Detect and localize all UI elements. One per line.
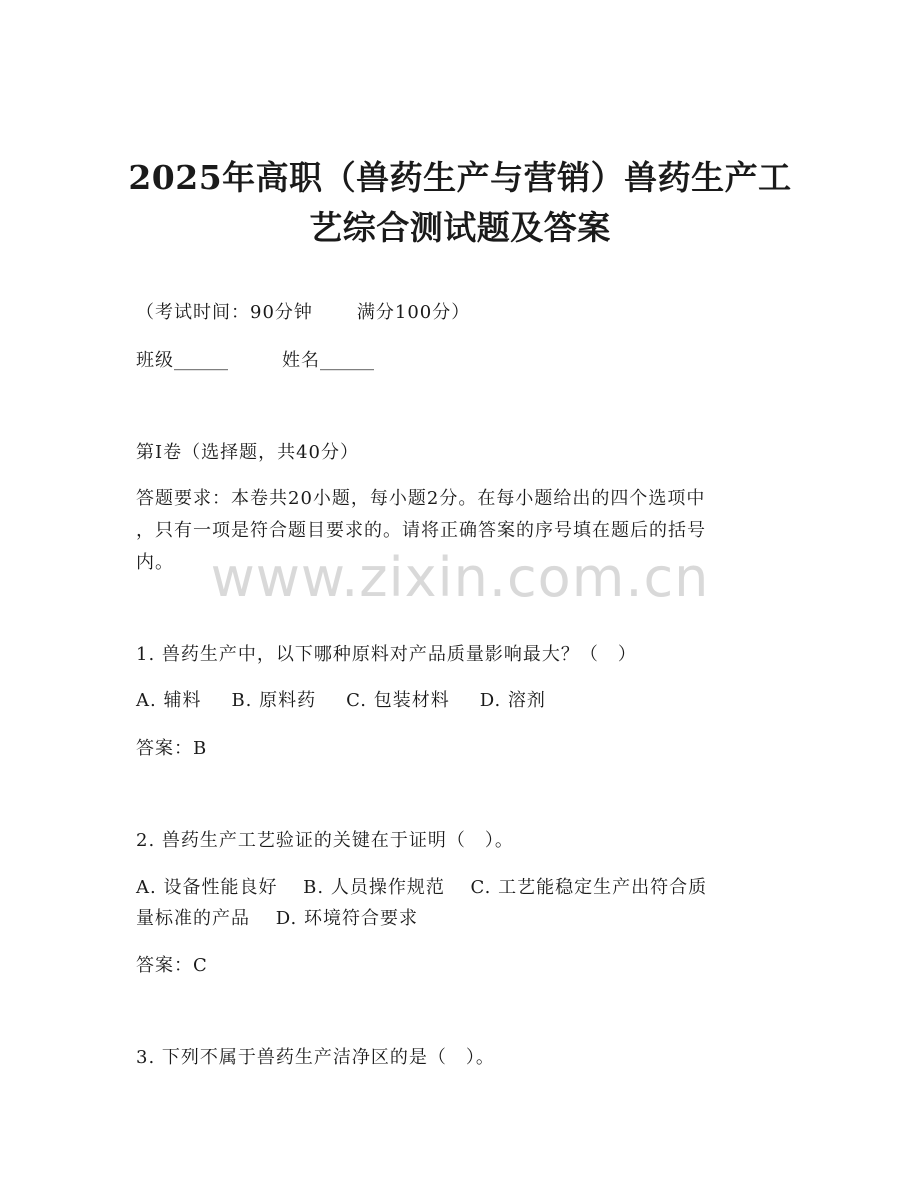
instruction-line2: ，只有一项是符合题目要求的。请将正确答案的序号填在题后的括号 — [136, 520, 706, 541]
question-1-options — [136, 686, 546, 716]
question-3-stem: 3. 下列不属于兽药生产洁净区的是（ ）。 — [136, 1047, 495, 1068]
name-blank: ______ — [320, 350, 374, 371]
option-a: A. 辅料 — [136, 690, 202, 711]
question-2-answer: 答案：C — [136, 955, 208, 976]
option-c: C. 包装材料 — [346, 690, 450, 711]
name-label: 姓名 — [282, 350, 320, 371]
instruction-line1: 答题要求：本卷共20小题，每小题2分。在每小题给出的四个选项中 — [136, 488, 706, 509]
question-2-stem: 2. 兽药生产工艺验证的关键在于证明（ ）。 — [136, 830, 514, 851]
class-name-fields — [136, 346, 374, 376]
watermark: www.zixin.com.cn — [210, 546, 710, 609]
question-1-stem: 1. 兽药生产中，以下哪种原料对产品质量影响最大？（ ） — [136, 644, 637, 665]
class-label: 班级 — [136, 350, 174, 371]
section-title: 第I卷（选择题，共40分） — [136, 442, 360, 463]
exam-info — [136, 298, 470, 328]
exam-time: （考试时间：90分钟 — [136, 302, 313, 323]
question-2-options-line1: A. 设备性能良好 B. 人员操作规范 C. 工艺能稳定生产出符合质 — [136, 877, 708, 898]
question-2-options-line2: 量标准的产品 D. 环境符合要求 — [136, 908, 418, 929]
instruction-line3: 内。 — [136, 552, 174, 573]
class-blank: ______ — [174, 350, 228, 371]
option-b: B. 原料药 — [231, 690, 317, 711]
question-1-answer: 答案：B — [136, 738, 208, 759]
document-title-line1: 2025年高职（兽药生产与营销）兽药生产工 — [128, 158, 792, 197]
document-title-line2: 艺综合测试题及答案 — [309, 208, 611, 247]
option-d: D. 溶剂 — [479, 690, 546, 711]
exam-full-score: 满分100分） — [356, 302, 471, 323]
